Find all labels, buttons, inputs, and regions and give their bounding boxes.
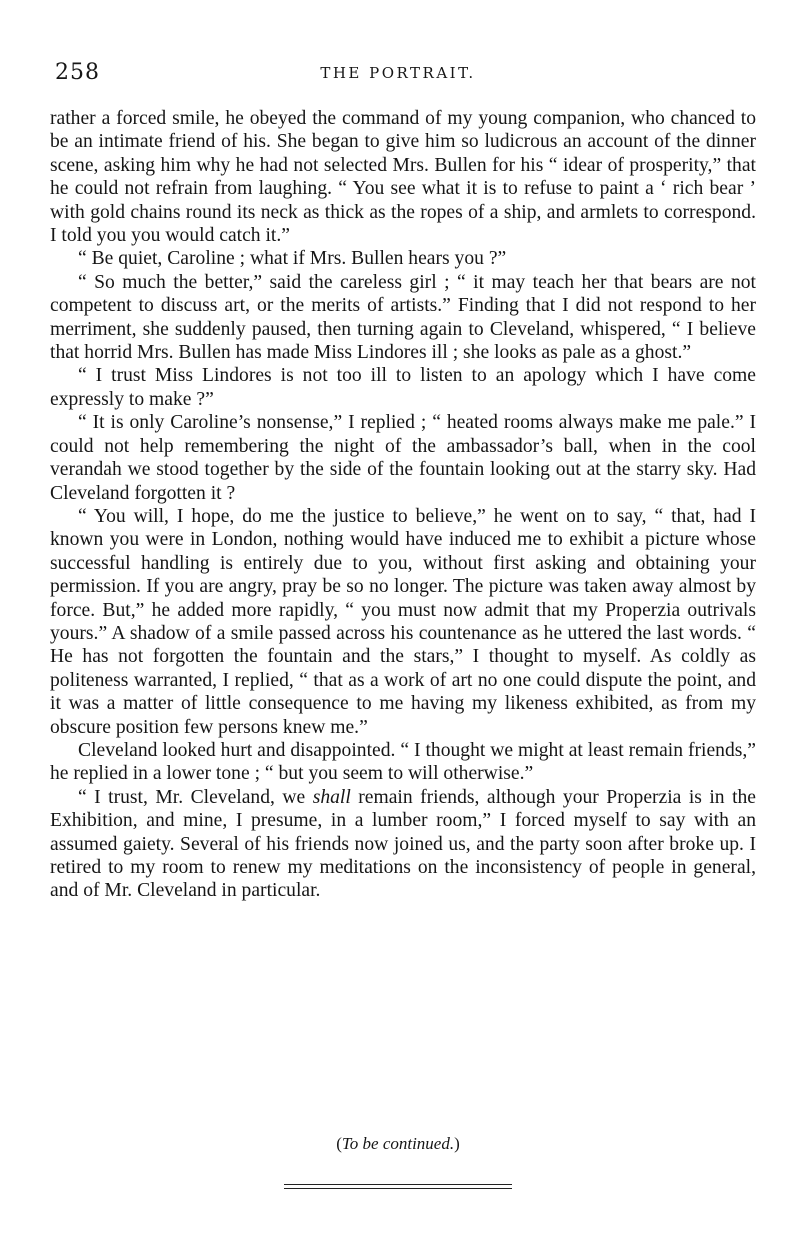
paragraph [50,271,756,365]
open-paren: ( [336,1134,342,1153]
to-be-continued-text: To be continued. [341,1134,455,1153]
paragraph-text: remain friends, although your Properzia is in the Exhibition, and mine, I presume, in a lumber room,” I forced myself to say with an assumed gaiety. Several of his friends now joined us, and the party soon after broke up. I retired to my room to renew my meditations on the inconsistency of people in general, and of Mr. Cleveland in particular. [50,786,757,902]
paragraph-text: Cleveland looked hurt and disappointed. “ I thought we might at least remain friends,” he replied in a lower tone ; “ but you seem to will otherwise.” [50,739,756,785]
to-be-continued-note [0,1133,796,1155]
paragraph-text: “ So much the better,” said the careless girl ; “ it may teach her that bears are not competent to discuss art, or the merits of artists.” Finding that I did not respond to her merriment, she suddenly paused, then turning again to Cleveland, whispered, “ I believe that horrid Mrs. Bullen has made Miss Lindores ill ; she looks as pale as a ghost.” [50,271,756,364]
close-paren: ) [454,1134,460,1153]
paragraph-text: “ Be quiet, Caroline ; what if Mrs. Bullen hears you ?” [78,248,507,270]
paragraph-text: “ It is only Caroline’s nonsense,” I replied ; “ heated rooms always make me pale.” I could not help remembering the night of the ambassador’s ball, when in the cool verandah we stood together by the side of the fountain looking out at the starry sky. Had Cleveland forgotten it ? [50,412,756,504]
paragraph [50,505,756,739]
paragraph [50,247,756,270]
paragraph [50,107,756,247]
paragraph [50,411,756,505]
paragraph-text: “ You will, I hope, do me the justice to believe,” he went on to say, “ that, had I known you were in London, nothing would have induced me to exhibit a picture whose successful handling is entirely due to you, without first asking and obtaining your permission. If you are angry, pray be so no longer. The picture was taken away almost by force. But,” he added more rapidly, “ you must now admit that my Properzia outrivals yours.” A shadow of a smile passed across his countenance as he uttered the last words. “ He has not forgotten the fountain and the stars,” I thought to myself. As coldly as politeness warranted, I replied, “ that as a work of art no one could dispute the point, and it was a matter of little consequence to me having my likeness exhibited, as from my obscure position few persons knew me.” [50,505,756,738]
paragraph-text: “ I trust Miss Lindores is not too ill to listen to an apology which I have come expressly to make ?” [50,365,756,410]
paragraph-text: “ I trust, Mr. Cleveland, we [78,786,313,808]
page-number: 258 [55,60,100,85]
emphasis-text: shall [312,786,351,808]
body-text [50,107,756,903]
end-rule-top [284,1184,512,1185]
end-rule-bottom [284,1188,512,1189]
paragraph [50,786,756,903]
running-title: THE PORTRAIT. [320,64,476,82]
paragraph [50,364,756,411]
paragraph-text: rather a forced smile, he obeyed the command of my young companion, who chanced to be an intimate friend of his. She began to give him so ludicrous an account of the dinner scene, asking him why he had not selected Mrs. Bullen for his “ idear of prosperity,” that he could not refrain from laughing. “ You see what it is to refuse to paint a ‘ rich bear ’ with gold chains round its neck as thick as the ropes of a ship, and armlets to correspond. I told you you would catch it.” [50,108,756,247]
paragraph [50,739,756,786]
